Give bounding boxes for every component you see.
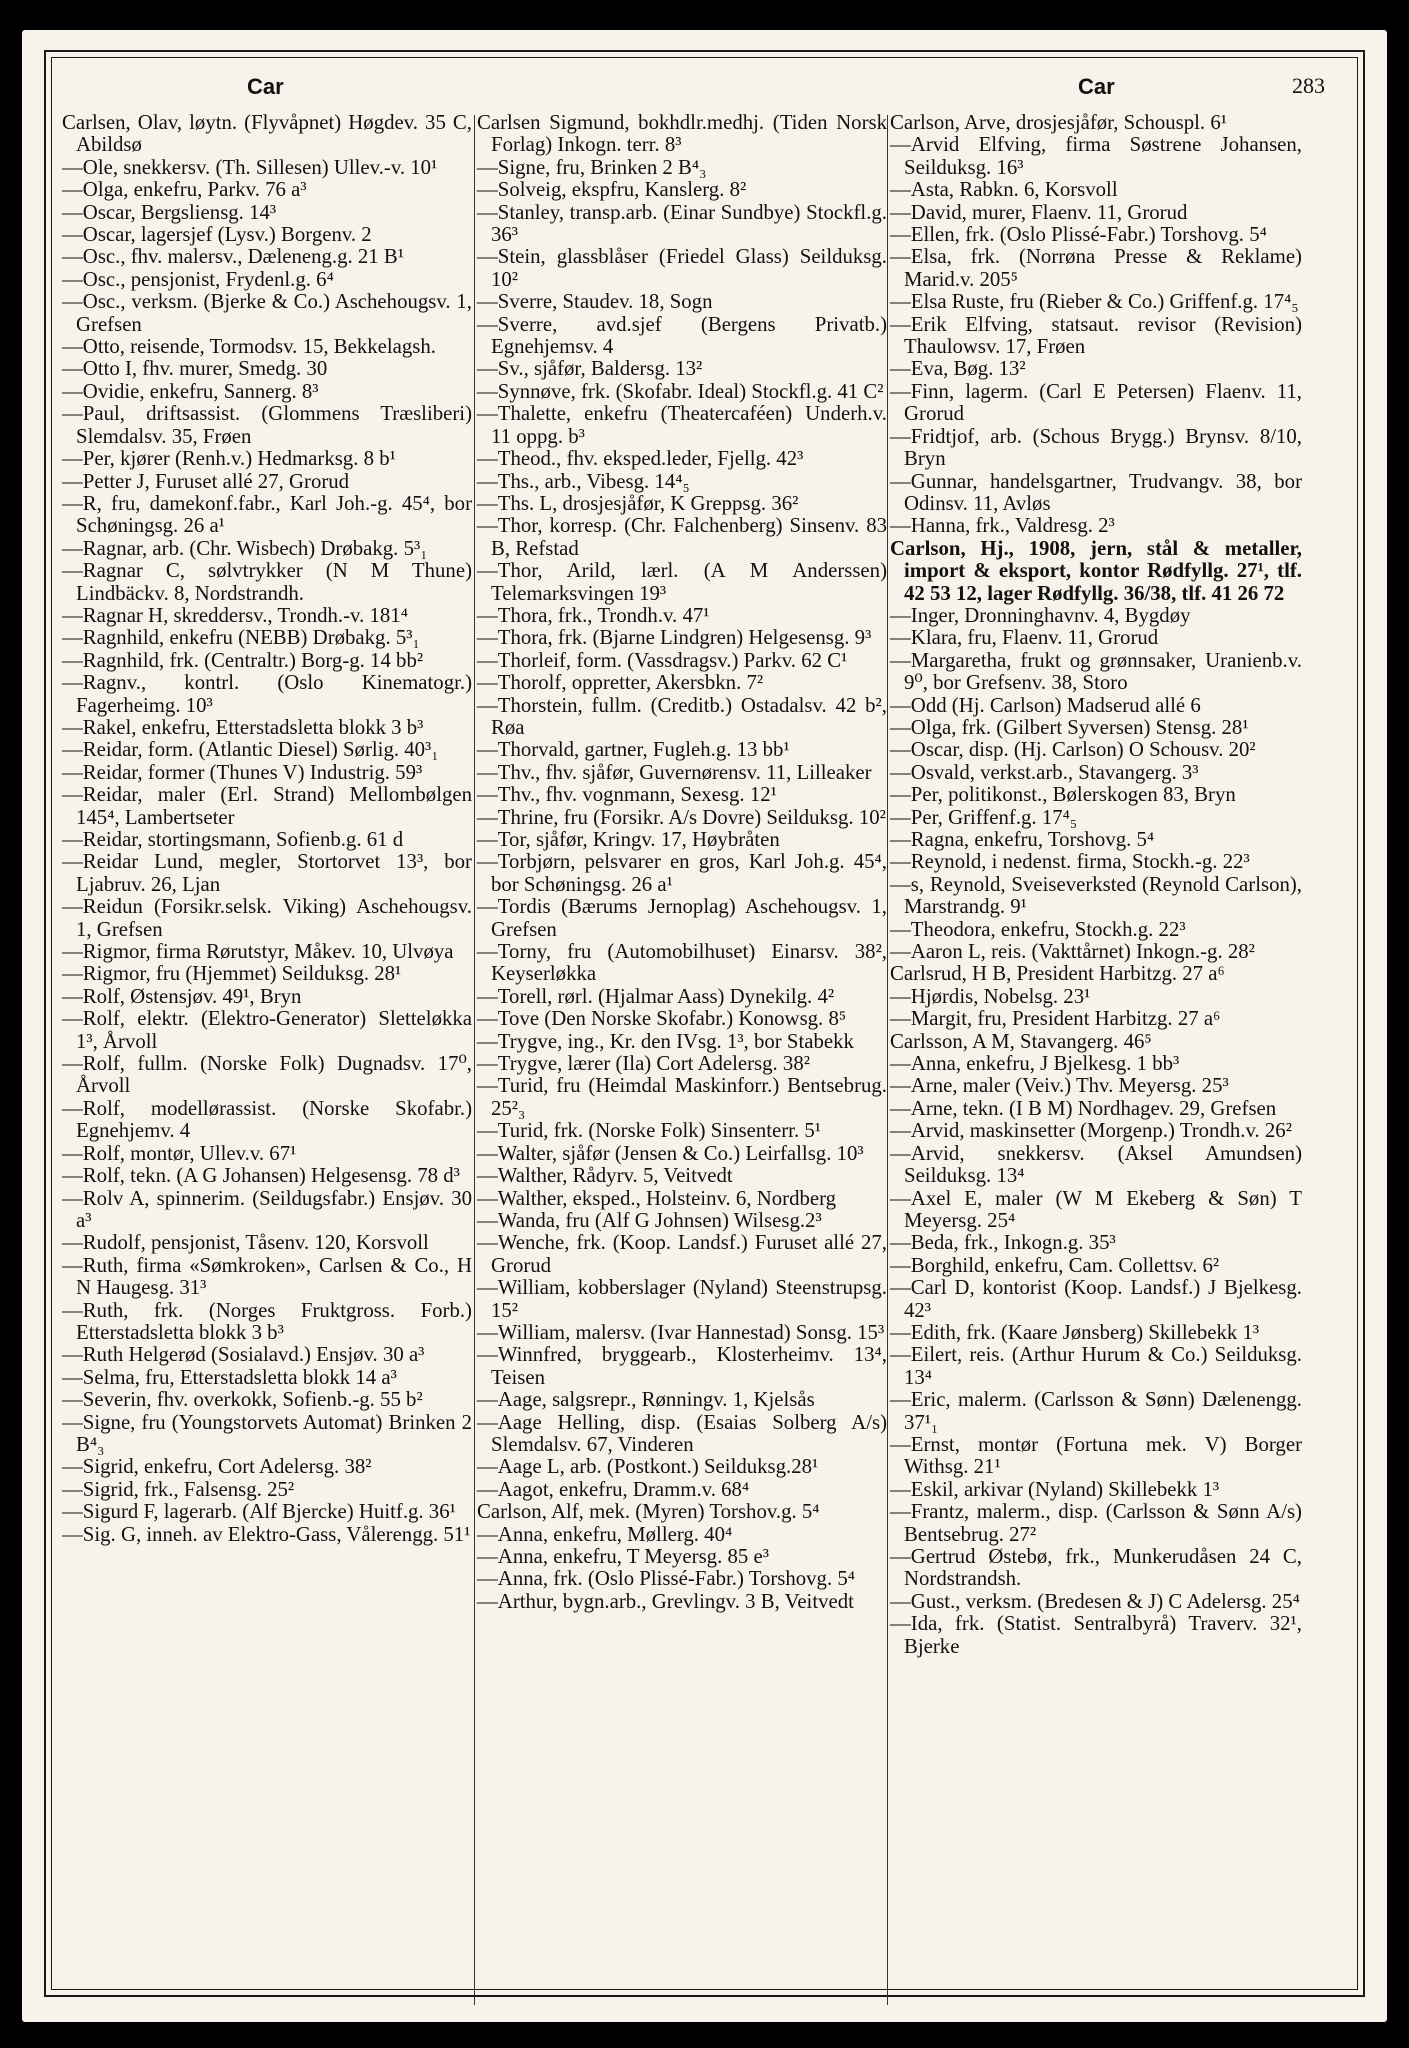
directory-entry: —Sigrid, frk., Falsensg. 25² bbox=[62, 1477, 295, 1501]
directory-entry: —Borghild, enkefru, Cam. Collettsv. 6² bbox=[890, 1253, 1220, 1277]
directory-entry: —Aagot, enkefru, Dramm.v. 68⁴ bbox=[477, 1477, 750, 1501]
directory-entry: —Wanda, fru (Alf G Johnsen) Wilsesg.2³ bbox=[477, 1208, 822, 1232]
directory-entry: —Thv., fhv. vognmann, Sexesg. 12¹ bbox=[477, 783, 777, 807]
directory-entry: —Osvald, verkst.arb., Stavangerg. 3³ bbox=[890, 760, 1199, 784]
directory-entry: —Selma, fru, Etterstadsletta blokk 14 a³ bbox=[62, 1365, 397, 1389]
directory-entry: —Ruth, firma «Sømkroken», Carlsen & Co., H N Haugesg. 31³ bbox=[62, 1253, 472, 1300]
directory-entry: —Sverre, Staudev. 18, Sogn bbox=[477, 290, 713, 314]
directory-entry: —Elsa, frk. (Norrøna Presse & Reklame) Marid.v. 205⁵ bbox=[890, 245, 1302, 291]
directory-entry: —Ragnv., kontrl. (Oslo Kinematogr.) Fagerheimg. 10³ bbox=[62, 671, 472, 717]
directory-entry: —Gunnar, handelsgartner, Trudvangv. 38, bor Odinsv. 11, Avløs bbox=[890, 469, 1302, 515]
column-divider bbox=[474, 115, 475, 2005]
directory-entry: —Walther, eksped., Holsteinv. 6, Nordberg bbox=[477, 1186, 837, 1210]
directory-entry: —Synnøve, frk. (Skofabr. Ideal) Stockfl.g. 41 C² bbox=[477, 379, 884, 403]
directory-entry: —David, murer, Flaenv. 11, Grorud bbox=[890, 200, 1188, 224]
directory-entry: —Theod., fhv. eksped.leder, Fjellg. 42³ bbox=[477, 447, 804, 471]
directory-entry: —William, malersv. (Ivar Hannestad) Sonsg. 15³ bbox=[477, 1320, 885, 1344]
directory-entry: —Arvid, maskinsetter (Morgenp.) Trondh.v. 26² bbox=[890, 1119, 1292, 1143]
directory-entry: —Sv., sjåfør, Baldersg. 13² bbox=[477, 357, 703, 381]
directory-entry: —Tordis (Bærums Jernoplag) Aschehougsv. 1, Grefsen bbox=[477, 895, 887, 941]
directory-entry: —Otto I, fhv. murer, Smedg. 30 bbox=[62, 357, 328, 381]
directory-entry: —Arvid Elfving, firma Søstrene Johansen, Seilduksg. 16³ bbox=[890, 133, 1302, 179]
directory-entry: —Thorolf, oppretter, Akersbkn. 7² bbox=[477, 671, 764, 695]
directory-entry: —Ida, frk. (Statist. Sentralbyrå) Traverv. 32¹, Bjerke bbox=[890, 1612, 1302, 1658]
directory-entry: —Reidun (Forsikr.selsk. Viking) Aschehougsv. 1, Grefsen bbox=[62, 895, 472, 941]
directory-entry: —Torell, rørl. (Hjalmar Aass) Dynekilg. 4² bbox=[477, 984, 835, 1008]
directory-entry: —Ths. L, drosjesjåfør, K Greppsg. 36² bbox=[477, 491, 799, 515]
directory-entry: —Aage Helling, disp. (Esaias Solberg A/s) Slemdalsv. 67, Vinderen bbox=[477, 1410, 887, 1456]
directory-entry: —Elsa Ruste, fru (Rieber & Co.) Griffenf.g. 17⁴₅ bbox=[890, 290, 1299, 314]
directory-entry: —Ragna, enkefru, Torshovg. 5⁴ bbox=[890, 828, 1155, 851]
directory-entry: —Severin, fhv. overkokk, Sofienb.-g. 55 b² bbox=[62, 1388, 423, 1412]
directory-entry: —Ruth Helgerød (Sosialavd.) Ensjøv. 30 a³ bbox=[62, 1343, 425, 1367]
directory-entry: —Gust., verksm. (Bredesen & J) C Adelersg. 25⁴ bbox=[890, 1589, 1300, 1613]
directory-entry: —Hanna, frk., Valdresg. 2³ bbox=[890, 514, 1115, 538]
directory-entry: —Stanley, transp.arb. (Einar Sundbye) Stockfl.g. 36³ bbox=[477, 200, 887, 247]
directory-entry: —Ragnar, arb. (Chr. Wisbech) Drøbakg. 5³₁ bbox=[62, 536, 428, 560]
directory-entry: —Thorvald, gartner, Fugleh.g. 13 bb¹ bbox=[477, 738, 790, 762]
directory-entry: —Sigurd F, lagerarb. (Alf Bjercke) Huitf.g. 36¹ bbox=[62, 1500, 456, 1524]
directory-entry: —Thora, frk. (Bjarne Lindgren) Helgesensg. 9³ bbox=[477, 626, 872, 650]
directory-entry: —Rolf, fullm. (Norske Folk) Dugnadsv. 17⁰, Årvoll bbox=[62, 1052, 472, 1098]
directory-entry: —Beda, frk., Inkogn.g. 35³ bbox=[890, 1231, 1116, 1255]
directory-entry: —Solveig, ekspfru, Kanslerg. 8² bbox=[477, 178, 747, 202]
directory-entry: —Finn, lagerm. (Carl E Petersen) Flaenv. 11, Grorud bbox=[890, 379, 1302, 426]
directory-entry: —Reidar Lund, megler, Stortorvet 13³, bor Ljabruv. 26, Ljan bbox=[62, 850, 472, 896]
directory-entry: —Klara, fru, Flaenv. 11, Grorud bbox=[890, 626, 1159, 650]
directory-entry: —Ovidie, enkefru, Sannerg. 8³ bbox=[62, 379, 319, 403]
directory-entry: —Margaretha, frukt og grønnsaker, Uranienb.v. 9⁰, bor Grefsenv. 38, Storo bbox=[890, 648, 1302, 695]
directory-entry: —Thorleif, form. (Vassdragsv.) Parkv. 62 C¹ bbox=[477, 648, 848, 672]
column-2 bbox=[477, 112, 887, 1613]
directory-entry: —Ragnar C, sølvtrykker (N M Thune) Lindbäckv. 8, Nordstrandh. bbox=[62, 559, 472, 605]
directory-entry: —Arvid, snekkersv. (Aksel Amundsen) Seilduksg. 13⁴ bbox=[890, 1141, 1302, 1188]
directory-entry: —Ole, snekkersv. (Th. Sillesen) Ullev.-v. 10¹ bbox=[62, 155, 438, 179]
directory-entry: —Thora, frk., Trondh.v. 47¹ bbox=[477, 603, 710, 627]
directory-entry: —Odd (Hj. Carlson) Madserud allé 6 bbox=[890, 693, 1201, 717]
directory-entry: —Thor, Arild, lærl. (A M Anderssen) Telemarksvingen 19³ bbox=[477, 559, 887, 605]
directory-entry: —Oscar, Bergsliensg. 14³ bbox=[62, 200, 277, 224]
directory-entry: —Olga, enkefru, Parkv. 76 a³ bbox=[62, 178, 307, 202]
directory-entry: —Anna, frk. (Oslo Plissé-Fabr.) Torshovg. 5⁴ bbox=[477, 1567, 855, 1591]
directory-entry: —Sig. G, inneh. av Elektro-Gass, Vålerengg. 51¹ bbox=[62, 1522, 471, 1546]
directory-entry: —Ellen, frk. (Oslo Plissé-Fabr.) Torshovg. 5⁴ bbox=[890, 223, 1267, 247]
directory-entry: —Thv., fhv. sjåfør, Guvernørensv. 11, Lilleaker bbox=[477, 760, 872, 784]
directory-entry: Carlson, Alf, mek. (Myren) Torshov.g. 5⁴ bbox=[477, 1500, 820, 1524]
directory-entry: —Inger, Dronninghavnv. 4, Bygdøy bbox=[890, 603, 1191, 627]
directory-entry: —Signe, fru (Youngstorvets Automat) Brinken 2 B⁴₃ bbox=[62, 1410, 472, 1456]
directory-entry: —Tor, sjåfør, Kringv. 17, Høybråten bbox=[477, 828, 780, 851]
column-divider bbox=[887, 115, 888, 2005]
directory-entry: —Theodora, enkefru, Stockh.g. 22³ bbox=[890, 917, 1186, 941]
directory-entry: —s, Reynold, Sveiseverksted (Reynold Carlson), Marstrandg. 9¹ bbox=[890, 872, 1302, 919]
directory-entry: —Oscar, lagersjef (Lysv.) Borgenv. 2 bbox=[62, 223, 372, 247]
directory-entry: —Signe, fru, Brinken 2 B⁴₃ bbox=[477, 155, 707, 179]
directory-entry: —Axel E, maler (W M Ekeberg & Søn) T Meyersg. 25⁴ bbox=[890, 1186, 1302, 1232]
directory-entry: —Osc., fhv. malersv., Dæleneng.g. 21 B¹ bbox=[62, 245, 405, 269]
directory-entry: Carlsrud, H B, President Harbitzg. 27 a⁶ bbox=[890, 962, 1225, 986]
directory-entry: —Ragnhild, enkefru (NEBB) Drøbakg. 5³₁ bbox=[62, 626, 420, 650]
directory-entry: —Gertrud Østebø, frk., Munkerudåsen 24 C, Nordstrandsh. bbox=[890, 1545, 1302, 1591]
directory-entry: —Arthur, bygn.arb., Grevlingv. 3 B, Veitvedt bbox=[477, 1589, 854, 1613]
directory-entry: —Paul, driftsassist. (Glommens Træsliberi) Slemdalsv. 35, Frøen bbox=[62, 402, 472, 448]
directory-entry: —Per, kjører (Renh.v.) Hedmarksg. 8 b¹ bbox=[62, 447, 396, 471]
directory-entry: Carlsen Sigmund, bokhdlr.medhj. (Tiden Norsk Forlag) Inkogn. terr. 8³ bbox=[477, 111, 887, 157]
directory-entry: —Turid, frk. (Norske Folk) Sinsenterr. 5¹ bbox=[477, 1119, 821, 1143]
directory-entry: —Arne, tekn. (I B M) Nordhagev. 29, Grefsen bbox=[890, 1096, 1277, 1120]
directory-entry: —Rolf, modellørassist. (Norske Skofabr.) Egnehjemv. 4 bbox=[62, 1096, 472, 1143]
directory-entry: —Ernst, montør (Fortuna mek. V) Borger Withsg. 21¹ bbox=[890, 1432, 1302, 1479]
directory-entry: —Torny, fru (Automobilhuset) Einarsv. 38², Keyserløkka bbox=[477, 940, 887, 986]
directory-entry: —Sverre, avd.sjef (Bergens Privatb.) Egnehjemsv. 4 bbox=[477, 312, 887, 359]
directory-entry: —Rigmor, firma Rørutstyr, Måkev. 10, Ulvøya bbox=[62, 940, 454, 964]
directory-page bbox=[22, 30, 1387, 2022]
directory-entry: Carlson, Hj., 1908, jern, stål & metaller, import & eksport, kontor Rødfyllg. 27¹, tlf. 42 53 12, lager Rødfyllg. 36/38, tlf. 41 26 72 bbox=[890, 536, 1302, 605]
directory-entry: —Fridtjof, arb. (Schous Brygg.) Brynsv. 8/10, Bryn bbox=[890, 424, 1302, 471]
directory-entry: —Sigrid, enkefru, Cort Adelersg. 38² bbox=[62, 1455, 372, 1479]
directory-entry: —Erik Elfving, statsaut. revisor (Revision) Thaulowsv. 17, Frøen bbox=[890, 312, 1302, 359]
directory-entry: Carlsson, A M, Stavangerg. 46⁵ bbox=[890, 1029, 1152, 1053]
directory-entry: —Ruth, frk. (Norges Fruktgross. Forb.) Etterstadsletta blokk 3 b³ bbox=[62, 1298, 472, 1344]
directory-entry: —Osc., pensjonist, Frydenl.g. 6⁴ bbox=[62, 267, 334, 291]
directory-entry: —Rolf, montør, Ullev.v. 67¹ bbox=[62, 1141, 297, 1165]
directory-entry: —Eric, malerm. (Carlsson & Sønn) Dælenengg. 37¹₁ bbox=[890, 1388, 1302, 1434]
directory-entry: —Rolf, Østensjøv. 49¹, Bryn bbox=[62, 984, 302, 1008]
directory-entry: —Rakel, enkefru, Etterstadsletta blokk 3 b³ bbox=[62, 715, 424, 739]
directory-entry: —Thrine, fru (Forsikr. A/s Dovre) Seilduksg. 10² bbox=[477, 805, 886, 829]
directory-entry: —Rolv A, spinnerim. (Seildugsfabr.) Ensjøv. 30 a³ bbox=[62, 1186, 472, 1232]
directory-entry: —Carl D, kontorist (Koop. Landsf.) J Bjelkesg. 42³ bbox=[890, 1276, 1302, 1322]
directory-entry: —Aage, salgsrepr., Rønningv. 1, Kjelsås bbox=[477, 1388, 815, 1412]
directory-entry: —Hjørdis, Nobelsg. 23¹ bbox=[890, 984, 1091, 1008]
column-1 bbox=[62, 112, 472, 1546]
directory-entry: —Anna, enkefru, J Bjelkesg. 1 bb³ bbox=[890, 1052, 1180, 1076]
running-head-right: Car bbox=[1078, 74, 1115, 99]
directory-entry: —Walther, Rådyrv. 5, Veitvedt bbox=[477, 1164, 733, 1188]
directory-entry: —Reidar, form. (Atlantic Diesel) Sørlig. 40³₁ bbox=[62, 738, 439, 762]
directory-entry: —Tove (Den Norske Skofabr.) Konowsg. 8⁵ bbox=[477, 1007, 847, 1031]
directory-entry: —Oscar, disp. (Hj. Carlson) O Schousv. 20² bbox=[890, 738, 1256, 762]
directory-entry: —Otto, reisende, Tormodsv. 15, Bekkelagsh. bbox=[62, 335, 436, 359]
directory-entry: —Reidar, stortingsmann, Sofienb.g. 61 d bbox=[62, 828, 404, 851]
directory-entry: —Reidar, former (Thunes V) Industrig. 59³ bbox=[62, 760, 423, 784]
directory-entry: —Petter J, Furuset allé 27, Grorud bbox=[62, 469, 350, 493]
directory-entry: —Asta, Rabkn. 6, Korsvoll bbox=[890, 178, 1118, 202]
directory-entry: —Arne, maler (Veiv.) Thv. Meyersg. 25³ bbox=[890, 1074, 1229, 1098]
directory-entry: —William, kobberslager (Nyland) Steenstrupsg. 15² bbox=[477, 1276, 887, 1322]
directory-entry: —Thor, korresp. (Chr. Falchenberg) Sinsenv. 83 B, Refstad bbox=[477, 514, 887, 560]
directory-entry: —Thorstein, fullm. (Creditb.) Ostadalsv. 42 b², Røa bbox=[477, 693, 887, 739]
directory-entry: —Rolf, tekn. (A G Johansen) Helgesensg. 78 d³ bbox=[62, 1164, 460, 1188]
directory-entry: —Frantz, malerm., disp. (Carlsson & Sønn A/s) Bentsebrug. 27² bbox=[890, 1500, 1302, 1546]
directory-entry: —Eva, Bøg. 13² bbox=[890, 357, 1026, 381]
directory-entry: —Aaron L, reis. (Vakttårnet) Inkogn.-g. 28² bbox=[890, 940, 1255, 964]
directory-entry: Carlson, Arve, drosjesjåfør, Schouspl. 6¹ bbox=[890, 111, 1227, 134]
directory-entry: Carlsen, Olav, løytn. (Flyvåpnet) Høgdev. 35 C, Abildsø bbox=[62, 111, 472, 157]
directory-entry: —Reynold, i nedenst. firma, Stockh.-g. 22³ bbox=[890, 850, 1250, 874]
directory-entry: —Osc., verksm. (Bjerke & Co.) Aschehougsv. 1, Grefsen bbox=[62, 290, 472, 336]
directory-entry: —Ragnhild, frk. (Centraltr.) Borg-g. 14 bb² bbox=[62, 648, 424, 672]
directory-entry: —Ragnar H, skreddersv., Trondh.-v. 181⁴ bbox=[62, 603, 408, 627]
directory-entry: —Per, politikonst., Bølerskogen 83, Bryn bbox=[890, 783, 1236, 807]
directory-entry: —Winnfred, bryggearb., Klosterheimv. 13⁴, Teisen bbox=[477, 1343, 887, 1389]
directory-entry: —R, fru, damekonf.fabr., Karl Joh.-g. 45⁴, bor Schøningsg. 26 a¹ bbox=[62, 491, 472, 538]
directory-entry: —Rigmor, fru (Hjemmet) Seilduksg. 28¹ bbox=[62, 962, 402, 986]
running-head-left: Car bbox=[247, 74, 284, 99]
directory-entry: —Margit, fru, President Harbitzg. 27 a⁶ bbox=[890, 1007, 1221, 1031]
directory-entry: —Edith, frk. (Kaare Jønsberg) Skillebekk 1³ bbox=[890, 1320, 1260, 1344]
page-number: 283 bbox=[1292, 73, 1325, 98]
directory-entry: —Eskil, arkivar (Nyland) Skillebekk 1³ bbox=[890, 1477, 1220, 1501]
directory-entry: —Turid, fru (Heimdal Maskinforr.) Bentsebrug. 25²₃ bbox=[477, 1074, 887, 1120]
directory-entry: —Walter, sjåfør (Jensen & Co.) Leirfallsg. 10³ bbox=[477, 1141, 864, 1165]
directory-entry: —Wenche, frk. (Koop. Landsf.) Furuset allé 27, Grorud bbox=[477, 1231, 887, 1277]
directory-entry: —Stein, glassblåser (Friedel Glass) Seilduksg. 10² bbox=[477, 245, 887, 291]
directory-entry: —Ths., arb., Vibesg. 14⁴₅ bbox=[477, 469, 690, 493]
directory-entry: —Olga, frk. (Gilbert Syversen) Stensg. 28¹ bbox=[890, 715, 1249, 739]
directory-entry: —Per, Griffenf.g. 17⁴₅ bbox=[890, 805, 1078, 829]
directory-entry: —Reidar, maler (Erl. Strand) Mellombølgen 145⁴, Lambertseter bbox=[62, 783, 472, 829]
directory-entry: —Eilert, reis. (Arthur Hurum & Co.) Seilduksg. 13⁴ bbox=[890, 1343, 1302, 1389]
directory-entry: —Aage L, arb. (Postkont.) Seilduksg.28¹ bbox=[477, 1455, 819, 1479]
directory-entry: —Rolf, elektr. (Elektro-Generator) Sletteløkka 1³, Årvoll bbox=[62, 1007, 472, 1053]
column-3 bbox=[890, 112, 1302, 1658]
directory-entry: —Torbjørn, pelsvarer en gros, Karl Joh.g. 45⁴, bor Schøningsg. 26 a¹ bbox=[477, 850, 887, 896]
directory-entry: —Anna, enkefru, Møllerg. 40⁴ bbox=[477, 1522, 733, 1546]
directory-entry: —Thalette, enkefru (Theatercaféen) Underh.v. 11 oppg. b³ bbox=[477, 402, 887, 448]
directory-entry: —Trygve, lærer (Ila) Cort Adelersg. 38² bbox=[477, 1052, 810, 1076]
directory-entry: —Rudolf, pensjonist, Tåsenv. 120, Korsvoll bbox=[62, 1231, 429, 1255]
directory-entry: —Trygve, ing., Kr. den IVsg. 1³, bor Stabekk bbox=[477, 1029, 854, 1053]
directory-entry: —Anna, enkefru, T Meyersg. 85 e³ bbox=[477, 1545, 769, 1568]
